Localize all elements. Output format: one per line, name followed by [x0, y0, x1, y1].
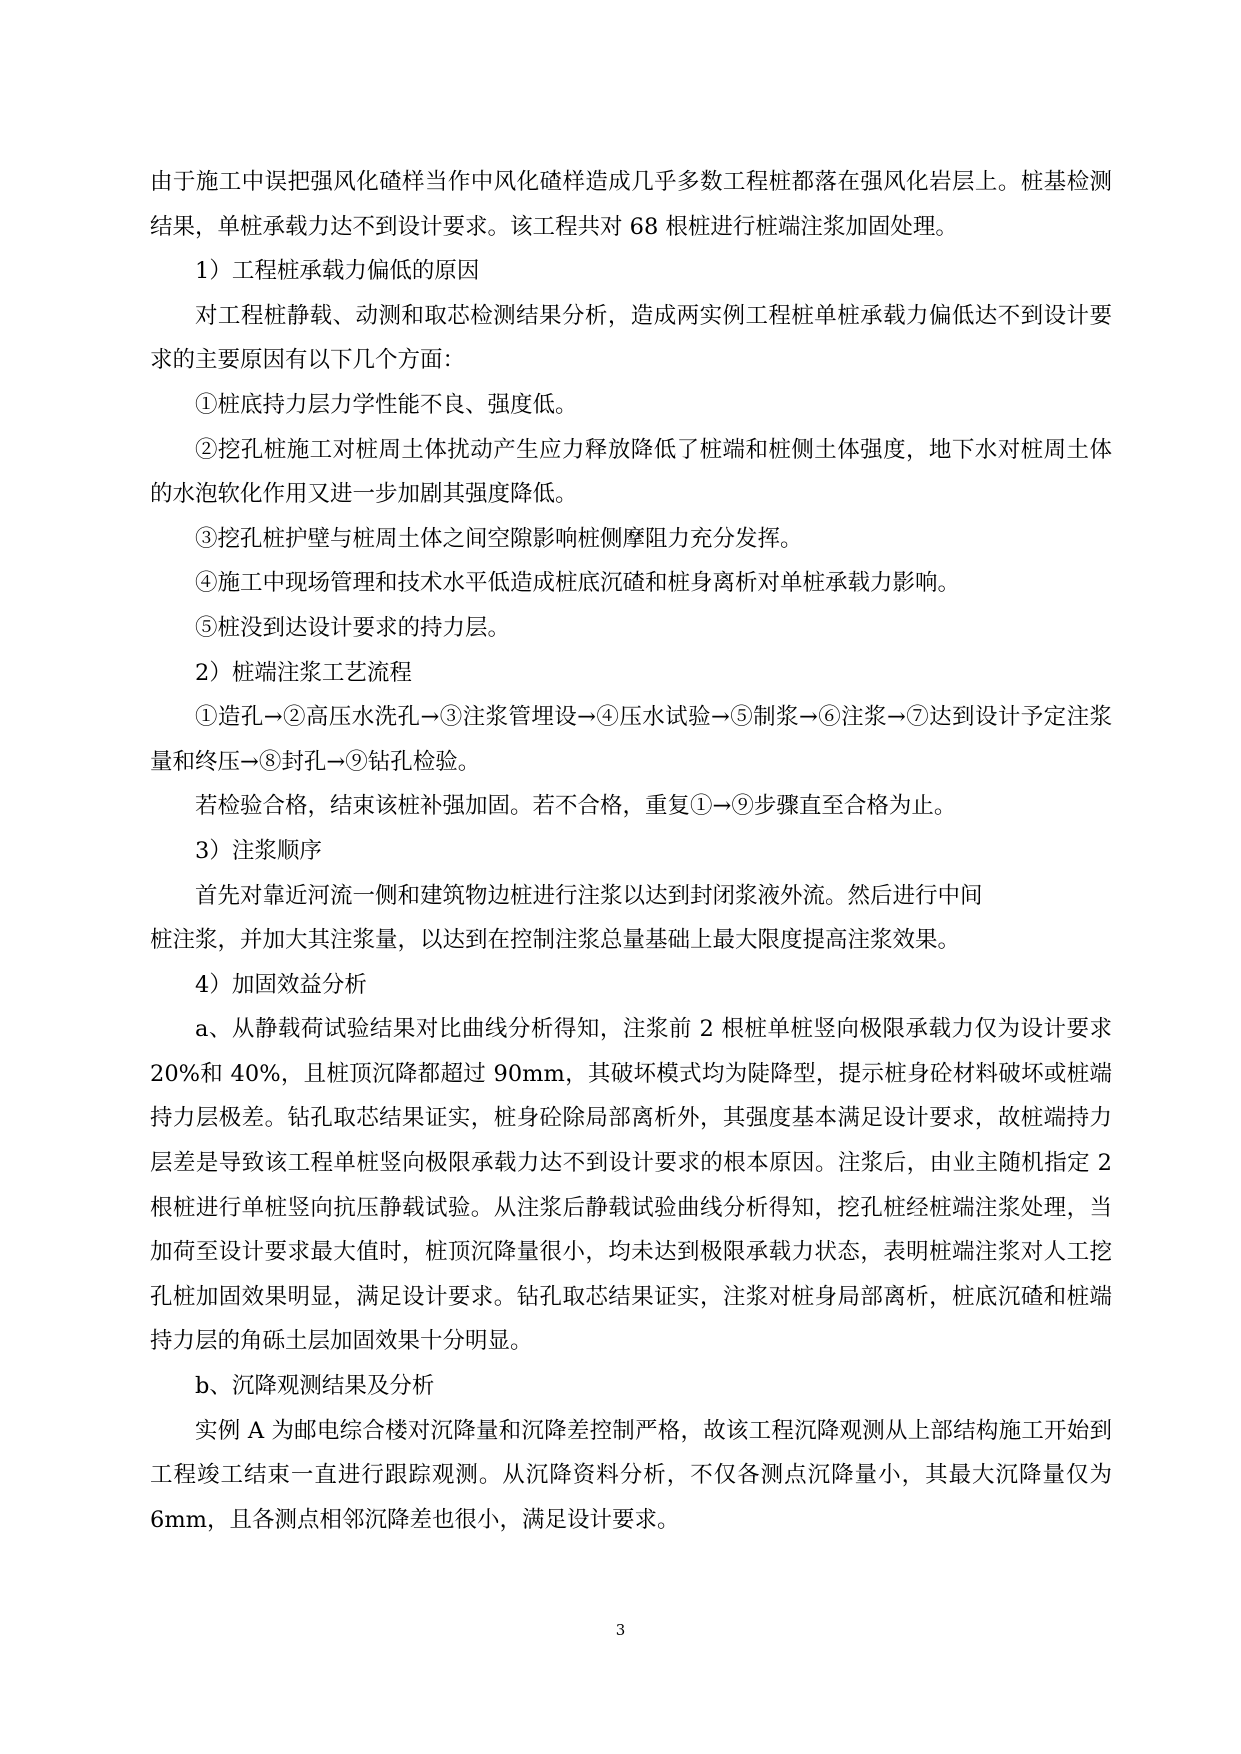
paragraph-order-line-2: 桩注浆，并加大其注浆量，以达到在控制注浆总量基础上最大限度提高注浆效果。: [150, 927, 961, 954]
heading-cause-low-capacity: 1）工程桩承载力偏低的原因: [195, 258, 480, 285]
page-number: 3: [615, 1621, 626, 1639]
list-item-reason-3: ③挖孔桩护壁与桩周土体之间空隙影响桩侧摩阻力充分发挥。: [195, 525, 803, 552]
paragraph-order-line-1: 首先对靠近河流一侧和建筑物边桩进行注浆以达到封闭浆液外流。然后进行中间: [195, 882, 983, 909]
heading-grouting-order: 3）注浆顺序: [195, 837, 322, 864]
paragraph-continued: 由于施工中误把强风化碴样当作中风化碴样造成几乎多数工程桩都落在强风化岩层上。桩基检测结果，单桩承载力达不到设计要求。该工程共对 68 根桩进行桩端注浆加固处理。: [150, 169, 1112, 240]
paragraph-settlement-analysis: 实例 A 为邮电综合楼对沉降量和沉降差控制严格，故该工程沉降观测从上部结构施工开始到工程竣工结束一直进行跟踪观测。从沉降资料分析，不仅各测点沉降量小，其最大沉降量仅为 6mm，且各测点相邻沉降差也很小，满足设计要求。: [150, 1417, 1112, 1533]
paragraph-analysis-intro: 对工程桩静载、动测和取芯检测结果分析，造成两实例工程桩单桩承载力偏低达不到设计要求的主要原因有以下几个方面：: [150, 302, 1112, 374]
paragraph-process-steps: ①造孔→②高压水洗孔→③注浆管埋设→④压水试验→⑤制浆→⑥注浆→⑦达到设计予定注浆量和终压→⑧封孔→⑨钻孔检验。: [150, 704, 1112, 775]
heading-benefit-analysis: 4）加固效益分析: [195, 971, 367, 998]
paragraph-load-test-analysis: a、从静载荷试验结果对比曲线分析得知，注浆前 2 根桩单桩竖向极限承载力仅为设计要求 20%和 40%，且桩顶沉降都超过 90mm，其破坏模式均为陡降型，提示桩身砼材料破坏或桩端持力层极差。钻孔取芯结果证实，桩身砼除局部离析外，其强度基本满足设计要求，故桩端持力层差是导致该工程单桩竖向极限承载力达不到设计要求的根本原因。注浆后，由业主随机指定 2 根桩进行单桩竖向抗压静载试验。从注浆后静载试验曲线分析得知，挖孔桩经桩端注浆处理，当加荷至设计要求最大值时，桩顶沉降量很小，均未达到极限承载力状态，表明桩端注浆对人工挖孔桩加固效果明显，满足设计要求。钻孔取芯结果证实，注浆对桩身局部离析，桩底沉碴和桩端持力层的角砾土层加固效果十分明显。: [150, 1016, 1112, 1355]
list-item-reason-1: ①桩底持力层力学性能不良、强度低。: [195, 391, 578, 418]
heading-settlement: b、沉降观测结果及分析: [195, 1373, 435, 1400]
list-item-reason-4: ④施工中现场管理和技术水平低造成桩底沉碴和桩身离析对单桩承载力影响。: [195, 570, 961, 597]
list-item-reason-2: ②挖孔桩施工对桩周土体扰动产生应力释放降低了桩端和桩侧土体强度，地下水对桩周土体的水泡软化作用又进一步加剧其强度降低。: [150, 436, 1112, 508]
list-item-reason-5: ⑤桩没到达设计要求的持力层。: [195, 614, 511, 641]
heading-grouting-process: 2）桩端注浆工艺流程: [195, 659, 412, 686]
body-text: [150, 160, 1112, 1542]
paragraph-inspection: 若检验合格，结束该桩补强加固。若不合格，重复①→⑨步骤直至合格为止。: [195, 793, 957, 820]
